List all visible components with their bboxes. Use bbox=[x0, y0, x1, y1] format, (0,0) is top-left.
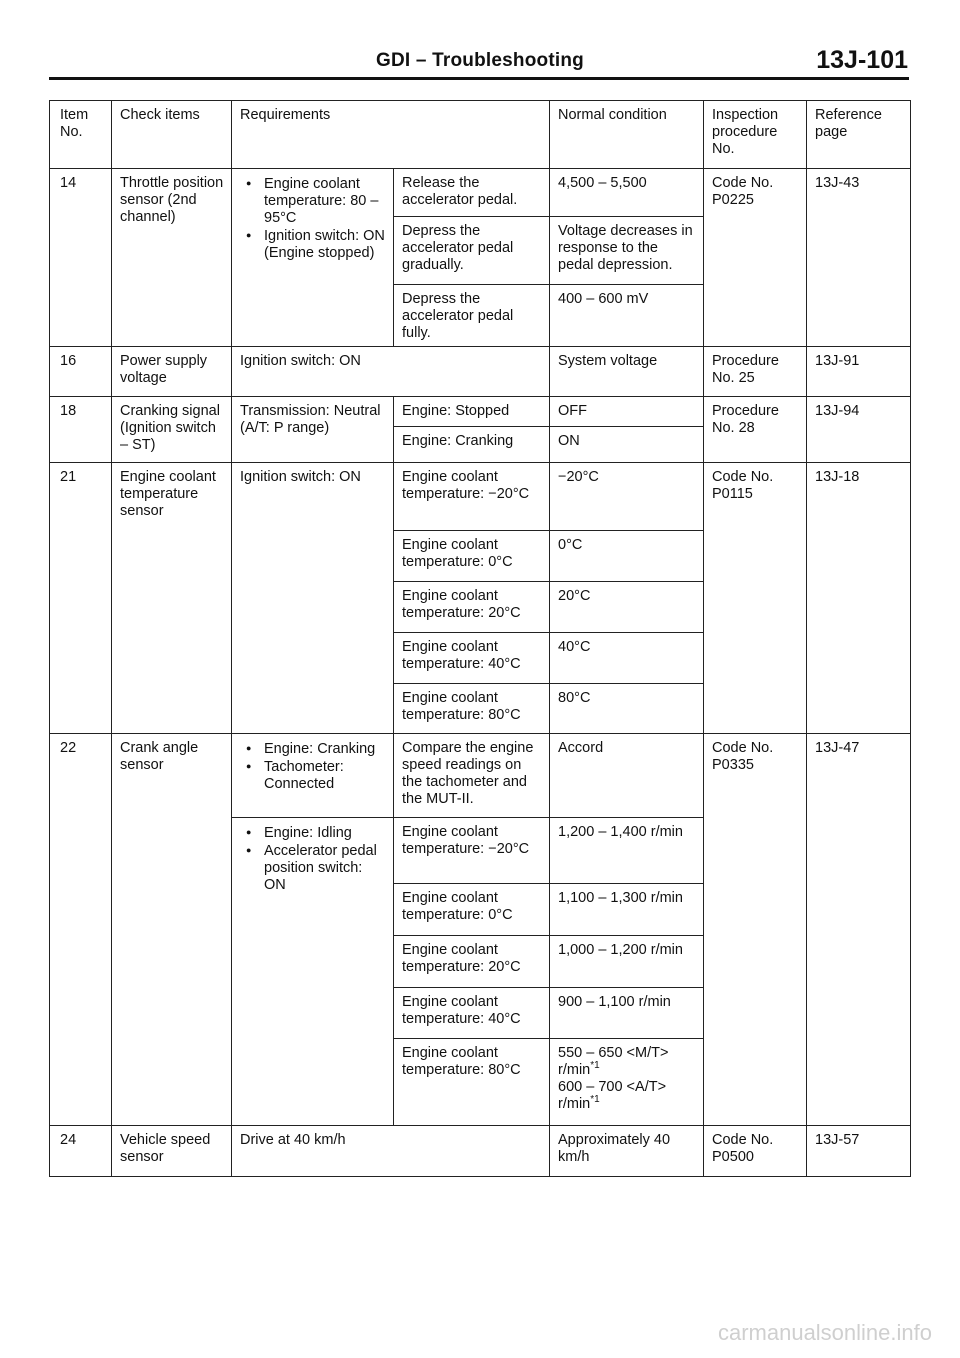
normal-condition: 40°C bbox=[550, 633, 704, 684]
normal-condition: 1,100 – 1,300 r/min bbox=[550, 884, 704, 936]
normal-condition bbox=[550, 1039, 704, 1126]
requirement-bullet: ● Ignition switch: ON (Engine stopped) bbox=[240, 227, 387, 262]
normal-condition: Approximately 40 km/h bbox=[550, 1126, 704, 1177]
requirement: Transmission: Neutral (A/T: P range) bbox=[232, 397, 394, 463]
table-row bbox=[50, 347, 911, 397]
condition: Engine coolant temperature: 40°C bbox=[394, 633, 550, 684]
normal-condition-at: 600 – 700 <A/T> r/min bbox=[558, 1079, 667, 1112]
header-rule bbox=[49, 77, 909, 80]
condition: Engine coolant temperature: 80°C bbox=[394, 1039, 550, 1126]
header-item-no: Item No. bbox=[50, 101, 112, 169]
normal-condition: 4,500 – 5,500 bbox=[550, 169, 704, 217]
reference-page: 13J-94 bbox=[807, 397, 911, 463]
normal-condition: −20°C bbox=[550, 463, 704, 531]
requirement-bullet: ● Accelerator pedal position switch: ON bbox=[240, 842, 387, 894]
condition: Engine coolant temperature: 0°C bbox=[394, 531, 550, 582]
header-check-items: Check items bbox=[112, 101, 232, 169]
check-item: Throttle position sensor (2nd channel) bbox=[112, 169, 232, 347]
condition: Depress the accelerator pedal fully. bbox=[394, 285, 550, 347]
normal-condition: ON bbox=[550, 427, 704, 463]
page-title: GDI – Troubleshooting bbox=[376, 50, 584, 71]
requirement-bullet: ● Engine: Cranking bbox=[240, 740, 387, 758]
footnote-mark: *1 bbox=[590, 1060, 600, 1071]
requirement-bullet: ● Engine coolant temperature: 80 – 95°C bbox=[240, 175, 387, 227]
table-row bbox=[50, 734, 911, 818]
requirement-bullet: ● Engine: Idling bbox=[240, 824, 387, 842]
condition: Engine coolant temperature: −20°C bbox=[394, 818, 550, 884]
page-number: 13J-101 bbox=[816, 46, 908, 74]
normal-condition: Accord bbox=[550, 734, 704, 818]
condition: Compare the engine speed readings on the tachometer and the MUT-II. bbox=[394, 734, 550, 818]
requirement: Ignition switch: ON bbox=[232, 463, 394, 734]
check-item: Cranking signal (Ignition switch – ST) bbox=[112, 397, 232, 463]
condition: Engine: Stopped bbox=[394, 397, 550, 427]
normal-condition: OFF bbox=[550, 397, 704, 427]
condition: Engine coolant temperature: 40°C bbox=[394, 988, 550, 1039]
inspection-procedure: Code No. P0500 bbox=[704, 1126, 807, 1177]
reference-page: 13J-18 bbox=[807, 463, 911, 734]
requirement: Drive at 40 km/h bbox=[232, 1126, 550, 1177]
item-no: 22 bbox=[50, 734, 112, 1126]
condition: Engine: Cranking bbox=[394, 427, 550, 463]
reference-page: 13J-91 bbox=[807, 347, 911, 397]
reference-page: 13J-43 bbox=[807, 169, 911, 347]
condition: Depress the accelerator pedal gradually. bbox=[394, 217, 550, 285]
item-no: 18 bbox=[50, 397, 112, 463]
normal-condition: 900 – 1,100 r/min bbox=[550, 988, 704, 1039]
inspection-procedure: Procedure No. 28 bbox=[704, 397, 807, 463]
item-no: 16 bbox=[50, 347, 112, 397]
condition: Engine coolant temperature: 20°C bbox=[394, 936, 550, 988]
header-reference-page: Reference page bbox=[807, 101, 911, 169]
inspection-procedure: Code No. P0225 bbox=[704, 169, 807, 347]
check-item: Crank angle sensor bbox=[112, 734, 232, 1126]
table-row bbox=[50, 397, 911, 427]
check-item: Engine coolant temperature sensor bbox=[112, 463, 232, 734]
inspection-procedure: Code No. P0335 bbox=[704, 734, 807, 1126]
condition: Engine coolant temperature: 0°C bbox=[394, 884, 550, 936]
item-no: 21 bbox=[50, 463, 112, 734]
header-requirements: Requirements bbox=[232, 101, 550, 169]
normal-condition: 20°C bbox=[550, 582, 704, 633]
normal-condition: Voltage decreases in response to the pedal depression. bbox=[550, 217, 704, 285]
table-row bbox=[50, 169, 911, 217]
header-normal-condition: Normal condition bbox=[550, 101, 704, 169]
requirement bbox=[232, 734, 394, 818]
watermark: carmanualsonline.info bbox=[717, 1320, 932, 1345]
requirement-bullet: ● Tachometer: Connected bbox=[240, 758, 387, 793]
item-no: 14 bbox=[50, 169, 112, 347]
check-item: Vehicle speed sensor bbox=[112, 1126, 232, 1177]
footnote-mark: *1 bbox=[590, 1094, 600, 1105]
normal-condition: 1,000 – 1,200 r/min bbox=[550, 936, 704, 988]
normal-condition: 1,200 – 1,400 r/min bbox=[550, 818, 704, 884]
condition: Release the accelerator pedal. bbox=[394, 169, 550, 217]
requirement bbox=[232, 169, 394, 347]
normal-condition-mt: 550 – 650 <M/T> r/min bbox=[558, 1045, 669, 1078]
condition: Engine coolant temperature: 80°C bbox=[394, 684, 550, 734]
inspection-procedure: Procedure No. 25 bbox=[704, 347, 807, 397]
item-no: 24 bbox=[50, 1126, 112, 1177]
table-row bbox=[50, 1126, 911, 1177]
table-header-row bbox=[50, 101, 911, 169]
requirement: Ignition switch: ON bbox=[232, 347, 550, 397]
header-inspection-procedure: Inspection procedure No. bbox=[704, 101, 807, 169]
troubleshooting-table bbox=[49, 100, 911, 1177]
normal-condition: 80°C bbox=[550, 684, 704, 734]
reference-page: 13J-47 bbox=[807, 734, 911, 1126]
normal-condition: 0°C bbox=[550, 531, 704, 582]
requirement bbox=[232, 818, 394, 1126]
table-row bbox=[50, 463, 911, 531]
normal-condition: 400 – 600 mV bbox=[550, 285, 704, 347]
condition: Engine coolant temperature: 20°C bbox=[394, 582, 550, 633]
normal-condition: System voltage bbox=[550, 347, 704, 397]
condition: Engine coolant temperature: −20°C bbox=[394, 463, 550, 531]
inspection-procedure: Code No. P0115 bbox=[704, 463, 807, 734]
check-item: Power supply voltage bbox=[112, 347, 232, 397]
reference-page: 13J-57 bbox=[807, 1126, 911, 1177]
